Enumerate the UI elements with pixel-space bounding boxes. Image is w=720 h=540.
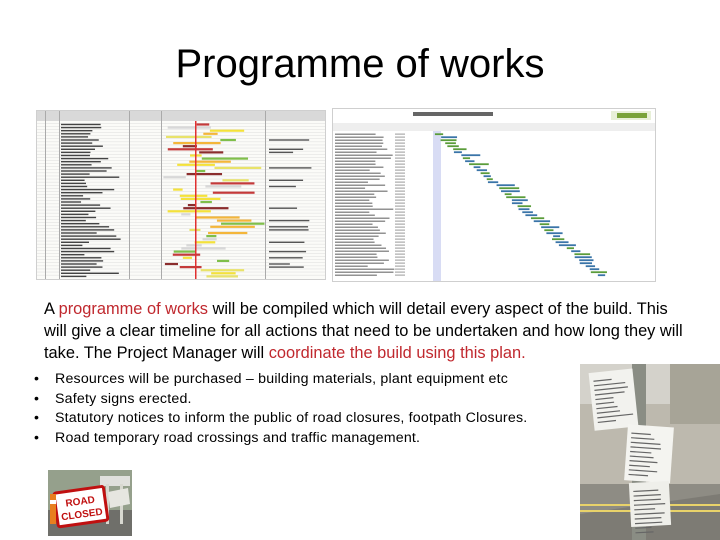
bullet-item <box>34 390 527 410</box>
paragraph-text: will be compiled which will detail every aspect of the build. This will give a clear timeline for all actions that need to be undertaken and how long they will take. The Project Manager will <box>44 300 683 362</box>
bullet-item <box>34 370 527 390</box>
bullet-dot: • <box>34 390 40 407</box>
gantt-chart-graphic-right <box>333 109 655 281</box>
description-paragraph <box>44 298 684 364</box>
public-notice-photo <box>580 364 720 540</box>
slide-title: Programme of works <box>175 42 545 86</box>
road-sign-line1: ROAD <box>64 494 96 510</box>
bullet-dot: • <box>34 371 40 387</box>
bullet-list <box>34 370 527 448</box>
road-closed-photo <box>48 470 132 536</box>
bullet-text: Statutory notices to inform the public of road closures, footpath Closures. <box>55 410 528 426</box>
road-sign-line2: CLOSED <box>60 506 104 524</box>
gantt-chart-image-left <box>36 110 326 280</box>
bullet-item <box>34 409 527 429</box>
bullet-text: Safety signs erected. <box>55 390 192 407</box>
highlight-programme-of-works: programme of works <box>58 300 208 318</box>
bullet-text: Road temporary road crossings and traffic management. <box>55 429 421 446</box>
bullet-text: Resources will be purchased – building materials, plant equipment etc <box>55 371 509 387</box>
public-notice-graphic <box>580 364 720 540</box>
highlight-coordinate-build: coordinate the build using this plan. <box>268 344 526 362</box>
road-closed-graphic <box>48 470 132 536</box>
bullet-dot: • <box>34 429 40 446</box>
gantt-chart-image-right <box>332 108 656 282</box>
paragraph-text: A <box>44 300 59 318</box>
bullet-item <box>34 429 527 449</box>
gantt-chart-graphic-left <box>37 111 325 279</box>
bullet-dot: • <box>34 410 40 426</box>
